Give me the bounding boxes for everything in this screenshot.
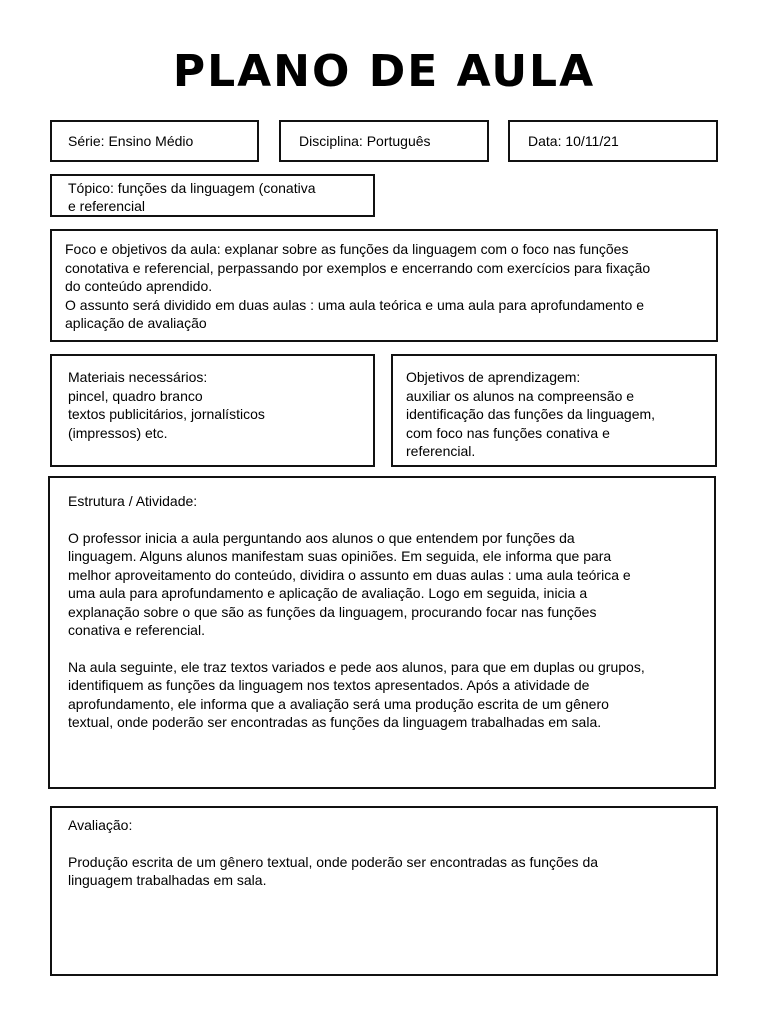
data-text: Data: 10/11/21	[528, 132, 619, 149]
avaliacao-box	[50, 806, 718, 976]
avaliacao-heading: Avaliação:	[68, 817, 133, 833]
objetivos-line: Objetivos de aprendizagem:	[406, 369, 581, 385]
estrutura-line: melhor aproveitamento do conteúdo, dividira o assunto em duas aulas : uma aula teórica e	[68, 566, 631, 583]
materiais-line: Materiais necessários:	[68, 369, 208, 385]
estrutura-line: explanação sobre o que são as funções da linguagem, procurando focar nas funções	[68, 603, 597, 620]
foco-line: conotativa e referencial, perpassando por exemplos e encerrando com exercícios para fixação	[65, 259, 651, 276]
objetivos-line: com foco nas funções conativa e	[406, 424, 610, 441]
estrutura-line: identifiquem as funções da linguagem nos textos apresentados. Após a atividade de	[68, 677, 590, 693]
foco-line: do conteúdo aprendido.	[65, 278, 213, 294]
materiais-box	[50, 354, 375, 467]
topico-line: e referencial	[68, 198, 146, 214]
topico-box	[50, 174, 375, 217]
estrutura-line: linguagem. Alguns alunos manifestam suas opiniões. Em seguida, ele informa que para	[68, 548, 612, 564]
materiais-line: pincel, quadro branco	[68, 387, 203, 404]
materiais-line: textos publicitários, jornalísticos	[68, 406, 265, 422]
data-field	[508, 120, 718, 162]
foco-line: aplicação de avaliação	[65, 315, 207, 331]
estrutura-line: aprofundamento, ele informa que a avaliação será uma produção escrita de um gênero	[68, 695, 609, 712]
estrutura-line: textual, onde poderão ser encontradas as funções da linguagem trabalhadas em sala.	[68, 714, 602, 730]
materiais-line: (impressos) etc.	[68, 424, 168, 441]
disciplina-field	[279, 120, 489, 162]
avaliacao-line: Produção escrita de um gênero textual, onde poderão ser encontradas as funções da	[68, 853, 599, 870]
objetivos-box	[391, 354, 717, 467]
objetivos-line: auxiliar os alunos na compreensão e	[406, 387, 635, 404]
disciplina-text: Disciplina: Português	[299, 132, 431, 149]
estrutura-line: uma aula para aprofundamento e aplicação de avaliação. Logo em seguida, inicia a	[68, 585, 588, 601]
foco-line: Foco e objetivos da aula: explanar sobre as funções da linguagem com o foco nas funções	[65, 241, 629, 257]
serie-field	[50, 120, 259, 162]
estrutura-line: O professor inicia a aula perguntando aos alunos o que entendem por funções da	[68, 529, 575, 546]
estrutura-line: Na aula seguinte, ele traz textos variados e pede aos alunos, para que em duplas ou grupos,	[68, 658, 645, 675]
foco-line: O assunto será dividido em duas aulas : uma aula teórica e uma aula para aprofundamento e	[65, 296, 645, 313]
page-title: PLANO DE AULA	[172, 46, 596, 97]
estrutura-heading: Estrutura / Atividade:	[68, 493, 198, 509]
foco-objetivos-box	[50, 229, 718, 342]
objetivos-line: referencial.	[406, 443, 476, 459]
avaliacao-line: linguagem trabalhadas em sala.	[68, 872, 267, 888]
topico-line: Tópico: funções da linguagem (conativa	[68, 180, 316, 196]
estrutura-box	[48, 476, 716, 789]
estrutura-line: conativa e referencial.	[68, 622, 205, 638]
objetivos-line: identificação das funções da linguagem,	[406, 406, 656, 422]
serie-text: Série: Ensino Médio	[68, 132, 194, 149]
